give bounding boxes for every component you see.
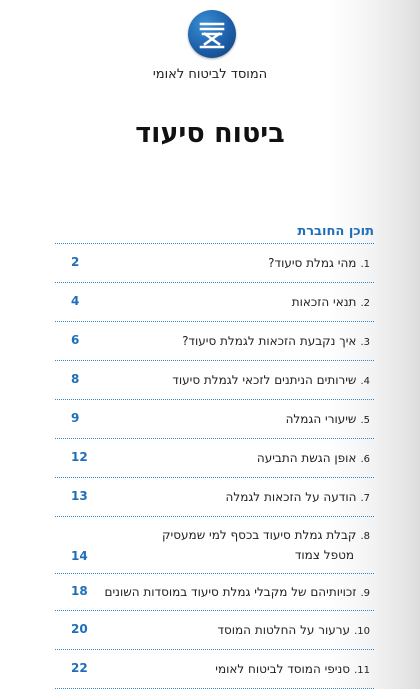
toc-item-label bbox=[182, 332, 370, 352]
toc-item-text: איך נקבעת הזכאות לגמלת סיעוד? bbox=[182, 334, 357, 348]
toc-item-index: 1. bbox=[360, 259, 370, 270]
toc-item-page: 20 bbox=[71, 622, 88, 636]
toc-item-index: 9. bbox=[360, 588, 370, 599]
toc-item-text: קבלת גמלת סיעוד בכסף למי שמעסיק bbox=[162, 528, 357, 542]
toc-item-page: 14 bbox=[71, 549, 88, 563]
toc-item-label bbox=[215, 660, 370, 680]
toc-item[interactable] bbox=[55, 439, 374, 477]
toc-item-text: הודעה על הזכאות לגמלה bbox=[225, 490, 357, 504]
toc-item-index: 8. bbox=[360, 531, 370, 542]
toc-item[interactable] bbox=[55, 244, 374, 282]
toc-item-index: 7. bbox=[360, 493, 370, 504]
toc-item-index: 4. bbox=[360, 376, 370, 387]
toc-item[interactable] bbox=[55, 574, 374, 610]
toc-item[interactable] bbox=[55, 611, 374, 649]
toc-item-index: 6. bbox=[360, 454, 370, 465]
toc-item-index: 11. bbox=[354, 665, 370, 676]
toc-item-text: תנאי הזכאות bbox=[291, 295, 357, 309]
toc-heading: תוכן החוברת bbox=[297, 224, 374, 239]
national-insurance-logo-icon bbox=[188, 10, 236, 58]
toc-item-text: שיעורי הגמלה bbox=[285, 412, 357, 426]
toc-item-text: אופן הגשת התביעה bbox=[256, 451, 357, 465]
toc-item-index: 10. bbox=[354, 626, 370, 637]
toc-item-page: 13 bbox=[71, 489, 88, 503]
toc-item-label bbox=[105, 583, 371, 603]
toc-item-label bbox=[292, 293, 370, 313]
table-of-contents bbox=[55, 243, 374, 689]
toc-item-label bbox=[257, 449, 370, 469]
toc-item-page: 9 bbox=[71, 411, 80, 425]
toc-item-label bbox=[162, 526, 370, 565]
toc-item[interactable] bbox=[55, 322, 374, 360]
toc-item[interactable] bbox=[55, 650, 374, 688]
toc-item-page: 22 bbox=[71, 661, 88, 675]
toc-item-index: 5. bbox=[360, 415, 370, 426]
logo bbox=[188, 10, 236, 58]
toc-item-label bbox=[226, 488, 370, 508]
toc-item-index: 2. bbox=[360, 298, 370, 309]
toc-item-text-line2: מטפל צמוד bbox=[294, 548, 354, 562]
toc-item[interactable] bbox=[55, 361, 374, 399]
toc-item-label bbox=[268, 254, 370, 274]
toc-item-text: שירותים הניתנים לזכאי לגמלת סיעוד bbox=[172, 373, 357, 387]
toc-item[interactable] bbox=[55, 400, 374, 438]
toc-item[interactable] bbox=[55, 283, 374, 321]
toc-item[interactable] bbox=[55, 478, 374, 516]
toc-item-text: ערעור על החלטות המוסד bbox=[217, 623, 351, 637]
toc-item-page: 8 bbox=[71, 372, 80, 386]
toc-item-page: 4 bbox=[71, 294, 80, 308]
toc-item-label bbox=[172, 371, 370, 391]
toc-item-page: 18 bbox=[71, 584, 88, 598]
document-title: ביטוח סיעוד bbox=[135, 118, 285, 149]
toc-item-text: סניפי המוסד לביטוח לאומי bbox=[215, 662, 351, 676]
toc-item[interactable] bbox=[55, 517, 374, 573]
toc-item-text: זכויותיהם של מקבלי גמלת סיעוד במוסדות השונים bbox=[104, 585, 357, 599]
toc-item-label bbox=[217, 621, 370, 641]
toc-item-text: מהי גמלת סיעוד? bbox=[268, 256, 357, 270]
toc-item-label bbox=[286, 410, 370, 430]
toc-item-page: 12 bbox=[71, 450, 88, 464]
toc-item-page: 2 bbox=[71, 255, 80, 269]
toc-item-index: 3. bbox=[360, 337, 370, 348]
toc-item-page: 6 bbox=[71, 333, 80, 347]
org-name: המוסד לביטוח לאומי bbox=[152, 67, 268, 82]
